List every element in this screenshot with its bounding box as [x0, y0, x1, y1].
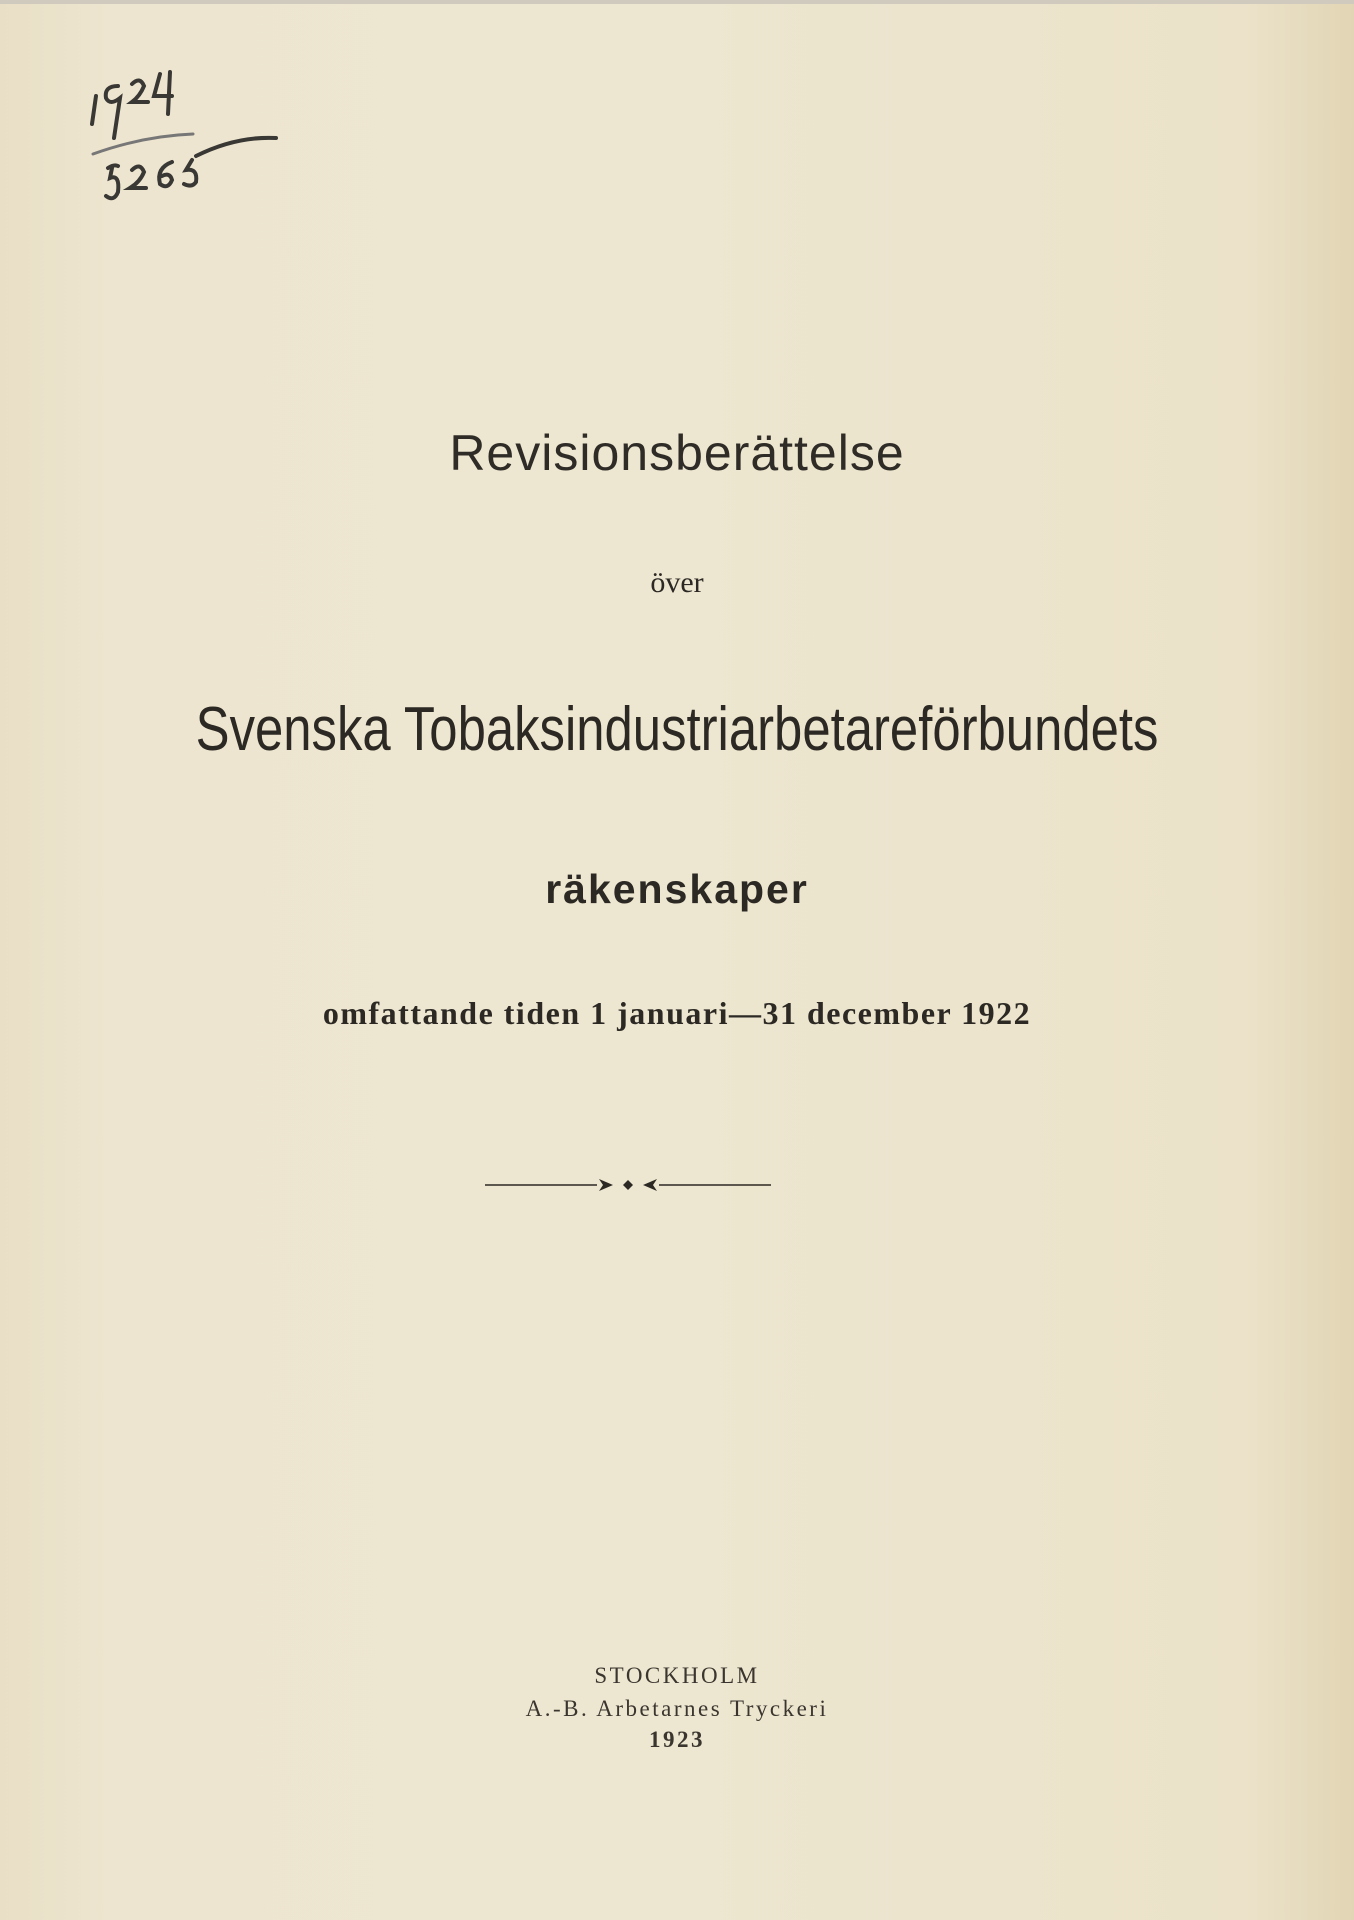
organization-name	[0, 694, 1354, 765]
scan-edge	[0, 0, 1354, 4]
document-title: Revisionsberättelse	[449, 425, 905, 481]
imprint-printer: A.-B. Arbetarnes Tryckeri	[525, 1696, 829, 1721]
organization-name-text: Svenska Tobaksindustriarbetareförbundets	[195, 695, 1159, 764]
preposition-text: över	[650, 566, 704, 599]
handwritten-catalog-note	[88, 66, 348, 226]
ornament-divider-icon	[485, 1176, 771, 1194]
period-text: omfattande tiden 1 januari—31 december 1922	[322, 995, 1032, 1031]
subject-text: räkenskaper	[545, 866, 809, 912]
imprint-city: STOCKHOLM	[594, 1663, 760, 1688]
imprint-year: 1923	[649, 1727, 705, 1752]
